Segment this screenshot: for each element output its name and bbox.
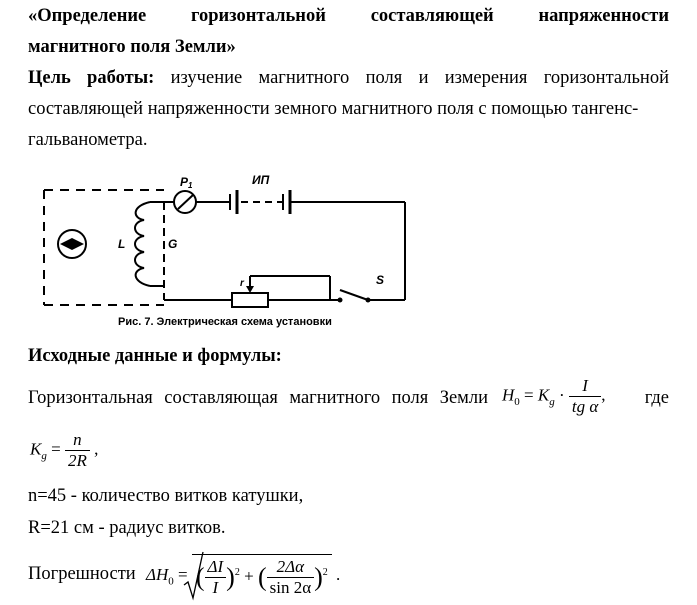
- goal-word: и: [418, 68, 429, 88]
- title-word: «Определение: [28, 6, 147, 26]
- goal-word: горизонтальной: [543, 68, 669, 88]
- goal-line-3: гальванометра.: [28, 130, 148, 150]
- switch-icon: [340, 290, 368, 300]
- goal-word: поля: [365, 68, 403, 88]
- h0-where: где: [644, 388, 669, 408]
- rheostat-resistor: [232, 293, 268, 307]
- formula-error: $\Delta H_0$ = ( $\frac{\Delta I}{I}$ )$^2$ + ( $\frac{2\Delta\alpha}{\sin 2\alpha}$ )$^2$ .: [146, 554, 340, 598]
- title-word: составляющей: [370, 6, 494, 26]
- param-r: R=21 см - радиус витков.: [28, 518, 226, 538]
- label-ip: ИП: [252, 173, 270, 187]
- param-n: n=45 - количество витков катушки,: [28, 486, 304, 506]
- formula-kg: $K_g$ = $\frac{n}{2R}$ ,: [30, 430, 99, 470]
- title-word: напряженности: [538, 6, 670, 26]
- h0-word: составляющая: [164, 388, 278, 408]
- label-r: r: [240, 278, 244, 289]
- title-line-2: магнитного поля Земли»: [28, 37, 236, 57]
- error-label: Погрешности: [28, 564, 136, 584]
- h0-word: Земли: [439, 388, 489, 408]
- label-p1: P1: [180, 175, 193, 190]
- section-heading: Исходные данные и формулы:: [28, 346, 282, 366]
- goal-word: изучение: [170, 68, 243, 88]
- figure-caption: Рис. 7. Электрическая схема установки: [118, 316, 332, 328]
- dashed-enclosure: [44, 190, 164, 305]
- h0-word: Горизонтальная: [28, 388, 153, 408]
- h0-word: поля: [391, 388, 429, 408]
- label-s: S: [376, 273, 385, 287]
- coil-inductor: [135, 202, 150, 286]
- goal-line-2: составляющей напряженности земного магнитного поля с помощью тангенс-: [28, 99, 639, 119]
- goal-word: магнитного: [258, 68, 350, 88]
- h0-word: магнитного: [289, 388, 381, 408]
- goal-word: измерения: [444, 68, 528, 88]
- title-word: горизонтальной: [191, 6, 326, 26]
- goal-label: Цель работы:: [28, 68, 155, 88]
- label-l: L: [118, 237, 126, 251]
- label-g: G: [168, 237, 178, 251]
- formula-h0: $H_0 = K_g$ · $\frac{I}{\text{tg α}}$ ,: [502, 376, 606, 416]
